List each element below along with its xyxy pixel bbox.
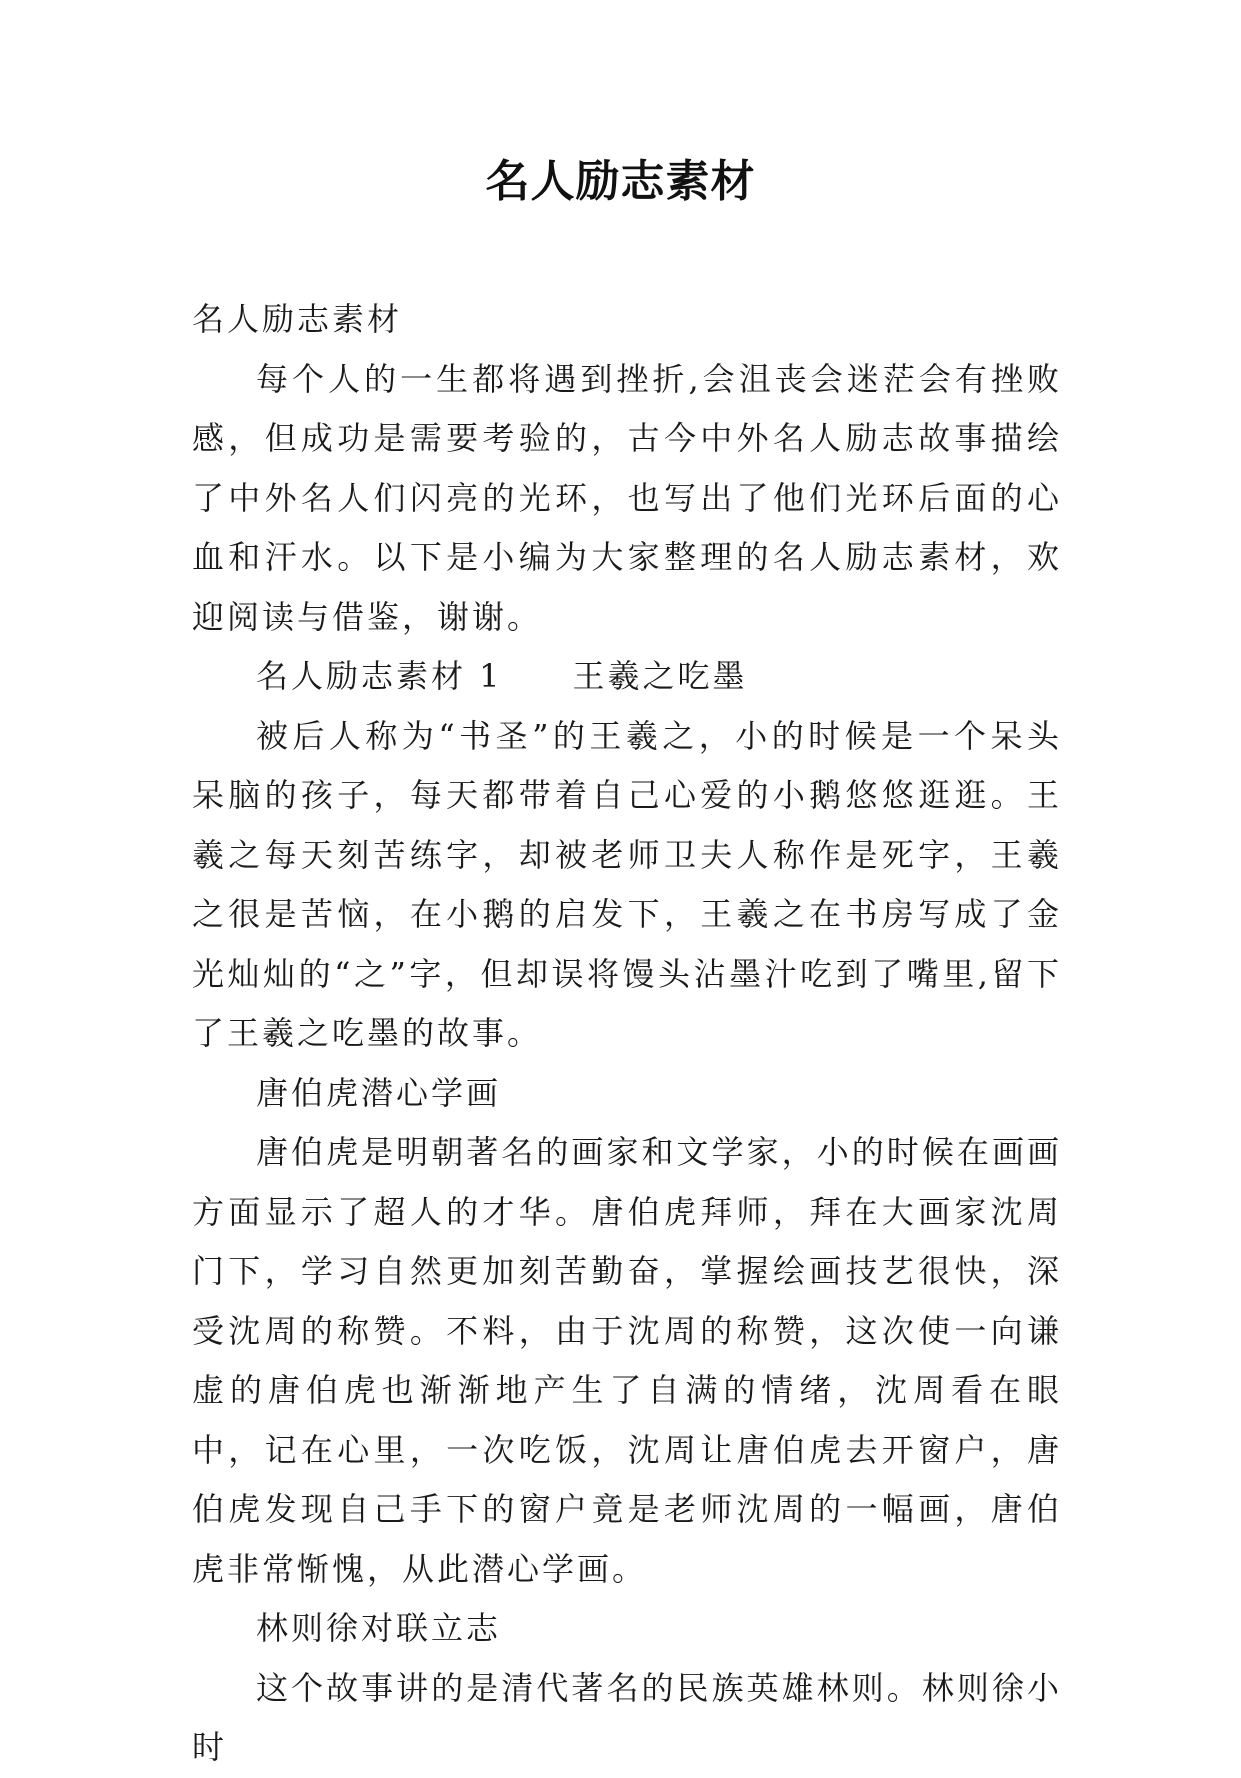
document-title: 名人励志素材 [485,156,756,207]
intro-heading: 名人励志素材 [192,300,403,338]
story-paragraph-lin-zexu: 这个故事讲的是清代著名的民族英雄林则。林则徐小时 [192,1668,1062,1766]
document-body [192,290,1062,1778]
section-heading-tang-bohu: 唐伯虎潜心学画 [256,1073,502,1112]
section-heading-wang-xizhi: 名人励志素材 1 王羲之吃墨 [256,657,748,695]
section-heading-lin-zexu: 林则徐对联立志 [256,1609,502,1647]
story-paragraph-tang-bohu: 唐伯虎是明朝著名的画家和文学家，小的时候在画画方面显示了超人的才华。唐伯虎拜师，拜在大画家沈周门下，学习自然更加刻苦勤奋，掌握绘画技艺很快，深受沈周的称赞。不料，由于沈周的称赞，这次使一向谦虚的唐伯虎也渐渐地产生了自满的情绪，沈周看在眼中，记在心里，一次吃饭，沈周让唐伯虎去开窗户，唐伯虎发现自己手下的窗户竟是老师沈周的一幅画，唐伯虎非常惭愧，从此潜心学画。 [192,1133,1062,1588]
story-paragraph-wang-xizhi: 被后人称为“书圣”的王羲之，小的时候是一个呆头呆脑的孩子，每天都带着自己心爱的小鹅悠悠逛逛。王羲之每天刻苦练字，却被老师卫夫人称作是死字，王羲之很是苦恼，在小鹅的启发下，王羲之在书房写成了金光灿灿的“之”字，但却误将馒头沾墨汁吃到了嘴里,留下了王羲之吃墨的故事。 [192,716,1062,1052]
intro-paragraph: 每个人的一生都将遇到挫折,会沮丧会迷茫会有挫败感，但成功是需要考验的，古今中外名人励志故事描绘了中外名人们闪亮的光环，也写出了他们光环后面的心血和汗水。以下是小编为大家整理的名人励志素材，欢迎阅读与借鉴，谢谢。 [192,359,1062,636]
